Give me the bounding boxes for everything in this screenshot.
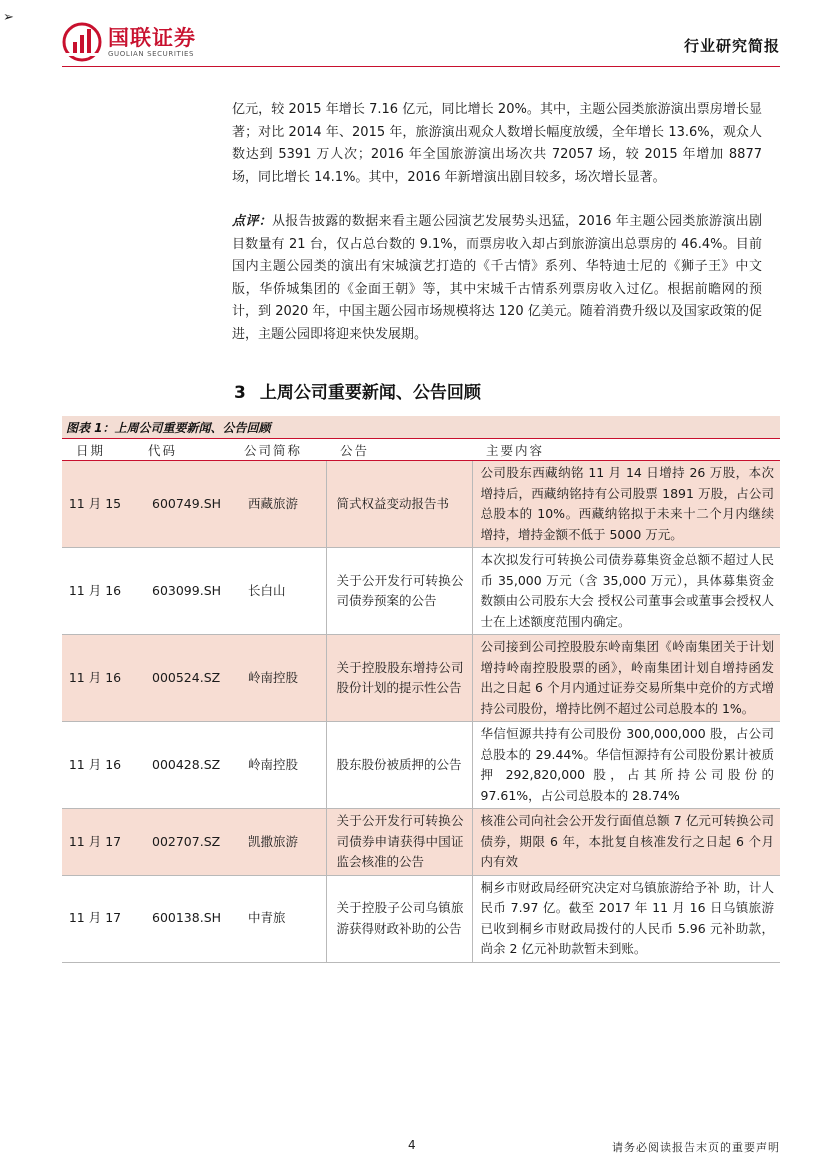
corner-bullet-mark: ➢ [3,10,14,25]
comment-lead: 点评： [232,214,272,229]
table-row [62,461,780,548]
header-code: 代码 [134,440,230,461]
table-caption-bar [62,416,780,438]
cell-company-name: 岭南控股 [230,635,326,722]
cell-company-name: 岭南控股 [248,756,299,772]
cell-main-content: 公司接到公司控股股东岭南集团《岭南集团关于计划增持岭南控股股票的函》，岭南集团计划自增持函发出之日起 6 个月内通过证券交易所集中竞价的方式增持公司股份，增持比例不超过公司总股本的 1%。 [472,635,780,722]
report-type-label: 行业研究简报 [683,37,780,55]
guolian-logo-icon [62,22,102,62]
header-main-content: 主要内容 [472,440,780,461]
cell-main-content: 华信恒源共持有公司股份 300,000,000 股，占公司总股本的 29.44%。华信恒源持有公司股份累计被质押 292,820,000 股，占其所持公司股份的 97.61%，占公司总股本的 28.74% [472,722,780,809]
table-caption-divider [62,438,780,439]
cell-main-content: 桐乡市财政局经研究决定对乌镇旅游给予补 助，计人民币 7.97 亿。截至 2017 年 11 月 16 日乌镇旅游已收到桐乡市财政局拨付的人民币 5.96 元补助款，尚余 2 亿元补助款暂未到账。 [472,875,780,962]
cell-company-name: 长白山 [248,582,286,598]
cell-main-content: 核准公司向社会公开发行面值总额 7 亿元可转换公司债券，期限 6 年，本批复自核准发行之日起 6 个月内有效 [472,809,780,876]
table-row [62,875,780,962]
cell-code: 600138.SH [152,910,222,926]
table-row [62,809,780,876]
comment-text: 从报告披露的数据来看主题公园演艺发展势头迅猛，2016 年主题公园类旅游演出剧目数量有 21 台，仅占总台数的 9.1%，而票房收入却占到旅游演出总票房的 46.4%。目前国内主题公园类的演出有宋城演艺打造的《千古情》系列、华特迪士尼的《狮子王》中文版，华侨城集团的《金面王朝》等，其中宋城千古情系列票房收入过亿。根据前瞻网的预计，到 2020 年，中国主题公园市场规模将达 120 亿美元。随着消费升级以及国家政策的促进，主题公园即将迎来快发展期。 [232,214,762,342]
cell-announcement: 关于公开发行可转换公司债券预案的公告 [326,548,472,635]
section-number: 3 [234,383,246,403]
header-date: 日期 [62,440,134,461]
paragraph-text [232,211,762,346]
header-company-name: 公司简称 [230,440,326,461]
cell-code: 600749.SH [134,461,230,548]
cell-code: 002707.SZ [134,809,230,876]
cell-company-name: 西藏旅游 [230,461,326,548]
body-paragraph-2 [232,211,762,346]
cell-main-content: 本次拟发行可转换公司债券募集资金总额不超过人民币 35,000 万元（含 35,000 万元），具体募集资金数额由公司股东大会 授权公司董事会或董事会授权人士在上述额度范围内确定。 [472,548,780,635]
cell-announcement: 关于控股子公司乌镇旅游获得财政补助的公告 [326,875,472,962]
cell-date: 11 月 16 [68,756,122,772]
table-caption: 图表 1：上周公司重要新闻、公告回顾 [66,421,271,435]
logo-english-name: GUOLIAN SECURITIES [108,49,195,58]
cell-date: 11 月 17 [62,809,134,876]
cell-announcement: 关于公开发行可转换公司债券申请获得中国证监会核准的公告 [326,809,472,876]
cell-code: 603099.SH [152,582,222,598]
cell-announcement: 股东股份被质押的公告 [326,722,472,809]
body-paragraph-1 [232,99,762,189]
cell-date: 11 月 16 [62,635,134,722]
logo-chinese-name: 国联证券 [108,25,196,50]
header-divider [62,66,780,67]
page-number: 4 [408,1138,416,1152]
table-row [62,548,780,635]
cell-main-content: 公司股东西藏纳铭 11 月 14 日增持 26 万股，本次增持后，西藏纳铭持有公司股票 1891 万股，占公司总股本的 10%。西藏纳铭拟于未来十二个月内继续增持，增持金额不低于 5000 万元。 [472,461,780,548]
cell-company-name: 凯撒旅游 [230,809,326,876]
table-row [62,722,780,809]
cell-date: 11 月 17 [68,910,122,926]
page-header [62,18,780,68]
cell-announcement: 简式权益变动报告书 [326,461,472,548]
cell-code: 000428.SZ [152,756,221,772]
cell-company-name: 中青旅 [248,910,286,926]
company-logo [62,20,196,64]
cell-date: 11 月 15 [62,461,134,548]
table-header-row [62,440,780,461]
paragraph-text: 亿元，较 2015 年增长 7.16 亿元，同比增长 20%。其中，主题公园类旅游演出票房增长显著；对比 2014 年、2015 年，旅游演出观众人数增长幅度放缓，全年增长 13.6%，观众人数达到 5391 万人次；2016 年全国旅游演出场次共 72057 场，较 2015 年增加 8877 场，同比增长 14.1%。其中，2016 年新增演出剧目较多，场次增长显著。 [232,102,762,185]
announcement-table [62,440,780,963]
footer-disclaimer-note: 请务必阅读报告末页的重要声明 [612,1141,780,1154]
header-announcement: 公告 [326,440,472,461]
section-heading [234,378,481,403]
cell-announcement: 关于控股股东增持公司股份计划的提示性公告 [326,635,472,722]
cell-code: 000524.SZ [134,635,230,722]
section-title-text: 上周公司重要新闻、公告回顾 [259,383,481,403]
table-row [62,635,780,722]
cell-date: 11 月 16 [68,582,122,598]
